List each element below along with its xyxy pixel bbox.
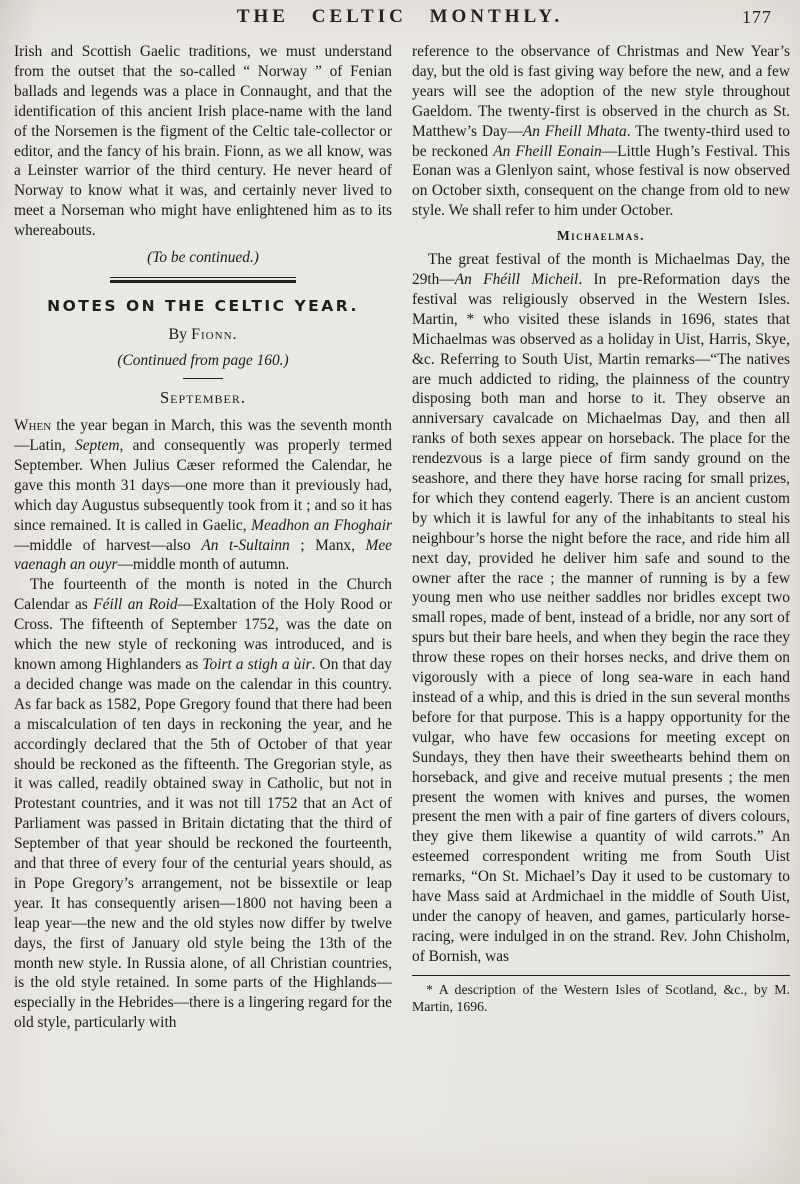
right-column: [412, 42, 790, 1016]
body-paragraph: The great festival of the month is Michaelmas Day, the 29th—An Fhéill Micheil. In pre-Reformation days the festival was religiously observed in the Western Isles. Martin, * who visited these islands in 1696, states that Michaelmas was observed as a holiday in Uist, Harris, Skye, &c. Referring to South Uist, Martin remarks—“The natives are much addicted to riding, the plainness of the country disposing both man and horse to it. They observe an anniversary cavalcade on Michaelmas Day, and then all ranks of both sexes appear on horseback. The place for the rendezvous is a large piece of firm sandy ground on the seashore, and there they have horse racing for small prizes, for which they contend eagerly. There is an ancient custom by which it is lawful for any of the inhabitants to steal his neighbour’s horse the night before the race, and ride him all next day, provided he deliver him safe and sound to the owner after the race ; the manner of running is by a few young men who use neither saddles nor bridles except two small ropes, made of bent, instead of a bridle, nor any sort of spurs but their bare heels, and when they begin the race they throw these ropes on their horses necks, and drive them on vigorously with a piece of long sea-ware in each hand instead of a whip, and this is dried in the sun several months before for that purpose. This is a happy opportunity for the vulgar, who have few occasions for meeting except on Sundays, they then have their sweethearts behind them on horseback, and give and receive mutual presents ; the men present the women with knives and purses, the women present the men with a pair of fine garters of divers colours, they give them likewise a quantity of wild carrots.” An esteemed correspondent writing me from South Uist remarks, “On St. Michael’s Day it used to be customary to have Mass said at Ardmichael in the middle of South Uist, under the canopy of heaven, and games, particularly horse-racing, were indulged in on the strand. Rev. John Chisholm, of Bornish, was: [412, 251, 791, 965]
body-paragraph: The fourteenth of the month is noted in the Church Calendar as Féill an Roid—Exaltation of the Holy Rood or Cross. The fifteenth of September 1752, was the date on which the new style of reckoning was introduced, and is known among Highlanders as Toirt a stigh a ùir. On that day a decided change was made on the calendar in this country. As far back as 1582, Pope Gregory found that there had been a miscalculation of ten days in reckoning the year, and he accordingly declared that the 5th of October of that year should be reckoned as the fifteenth. The Gregorian style, as it was called, readily obtained sway in Catholic, but not in Protestant countries, and it was not till 1752 that an Act of Parliament was passed in Britain dictating that the third of September of that year should be reckoned the fourteenth, and that three of every four of the centurial years should, as in Pope Gregory’s arrangement, not be bissextile or leap year. It has consequently arisen—1800 not having been a leap year—the new and the old styles now differ by twelve days, the first of January old style being the 13th of the month new style. In Russia alone, of all Christian countries, is the old style retained. In some parts of the Highlands—especially in the Hebrides—there is a lingering regard for the old style, particularly with: [14, 576, 392, 1032]
page-header-title: THE CELTIC MONTHLY.: [236, 6, 564, 27]
article-byline: [14, 325, 392, 345]
byline-prefix: By: [168, 325, 192, 343]
divider-thin-line: [110, 277, 296, 278]
section-heading-michaelmas: Michaelmas.: [556, 228, 646, 244]
footnote-text: * A description of the Western Isles of Scotland, &c., by M. Martin, 1696.: [412, 981, 790, 1015]
text-columns: [14, 42, 790, 1033]
to-be-continued-note: (To be continued.): [147, 249, 259, 267]
page-number: 177: [742, 7, 772, 27]
article-title: NOTES ON THE CELTIC YEAR.: [47, 296, 359, 315]
body-paragraph: When the year began in March, this was the seventh month—Latin, Septem, and consequently was properly termed September. When Julius Cæser reformed the Calendar, he gave this month 31 days—one more than it previously had, which day Augustus subsequently took from it ; and so it has since remained. It is called in Gaelic, Meadhon an Fhoghair—middle of harvest—also An t-Sultainn ; Manx, Mee vaenagh an ouyr—middle month of autumn.: [14, 417, 392, 574]
continued-from-note: (Continued from page 160.): [117, 351, 289, 369]
running-head: [0, 6, 800, 36]
byline-short-rule: [183, 378, 223, 380]
byline-author: Fionn.: [191, 325, 238, 343]
left-column: [14, 42, 392, 1033]
continuation-paragraph: Irish and Scottish Gaelic traditions, we must understand from the outset that the so-called “ Norway ” of Fenian ballads and legends was a place in Connaught, and that the identification of this ancient Irish place-name with the land of the Norsemen is the figment of the Celtic tale-collector or editor, and the fancy of his brain. Fionn, as we all know, was a Leinster warrior of the third century. He never heard of Norway to know what it was, and certainly never lived to meet a Norseman who might have enlightened him as to its whereabouts.: [14, 43, 392, 240]
divider-thick-line: [110, 280, 296, 283]
footnote-rule: [412, 975, 790, 976]
section-heading-september: September.: [160, 388, 246, 408]
article-divider-rule: [110, 277, 296, 283]
footnote: [412, 975, 790, 1016]
continuation-paragraph: reference to the observance of Christmas and New Year’s day, but the old is fast giving way before the new, and a few years will see the adoption of the new style throughout Gaeldom. The twenty-first is observed in the church as St. Matthew’s Day—An Fheill Mhata. The twenty-third used to be reckoned An Fheill Eonain—Little Hugh’s Festival. This Eonan was a Glenlyon saint, whose festival is now observed on October sixth, consequent on the change from old to new style. We shall refer to him under October.: [412, 43, 791, 220]
